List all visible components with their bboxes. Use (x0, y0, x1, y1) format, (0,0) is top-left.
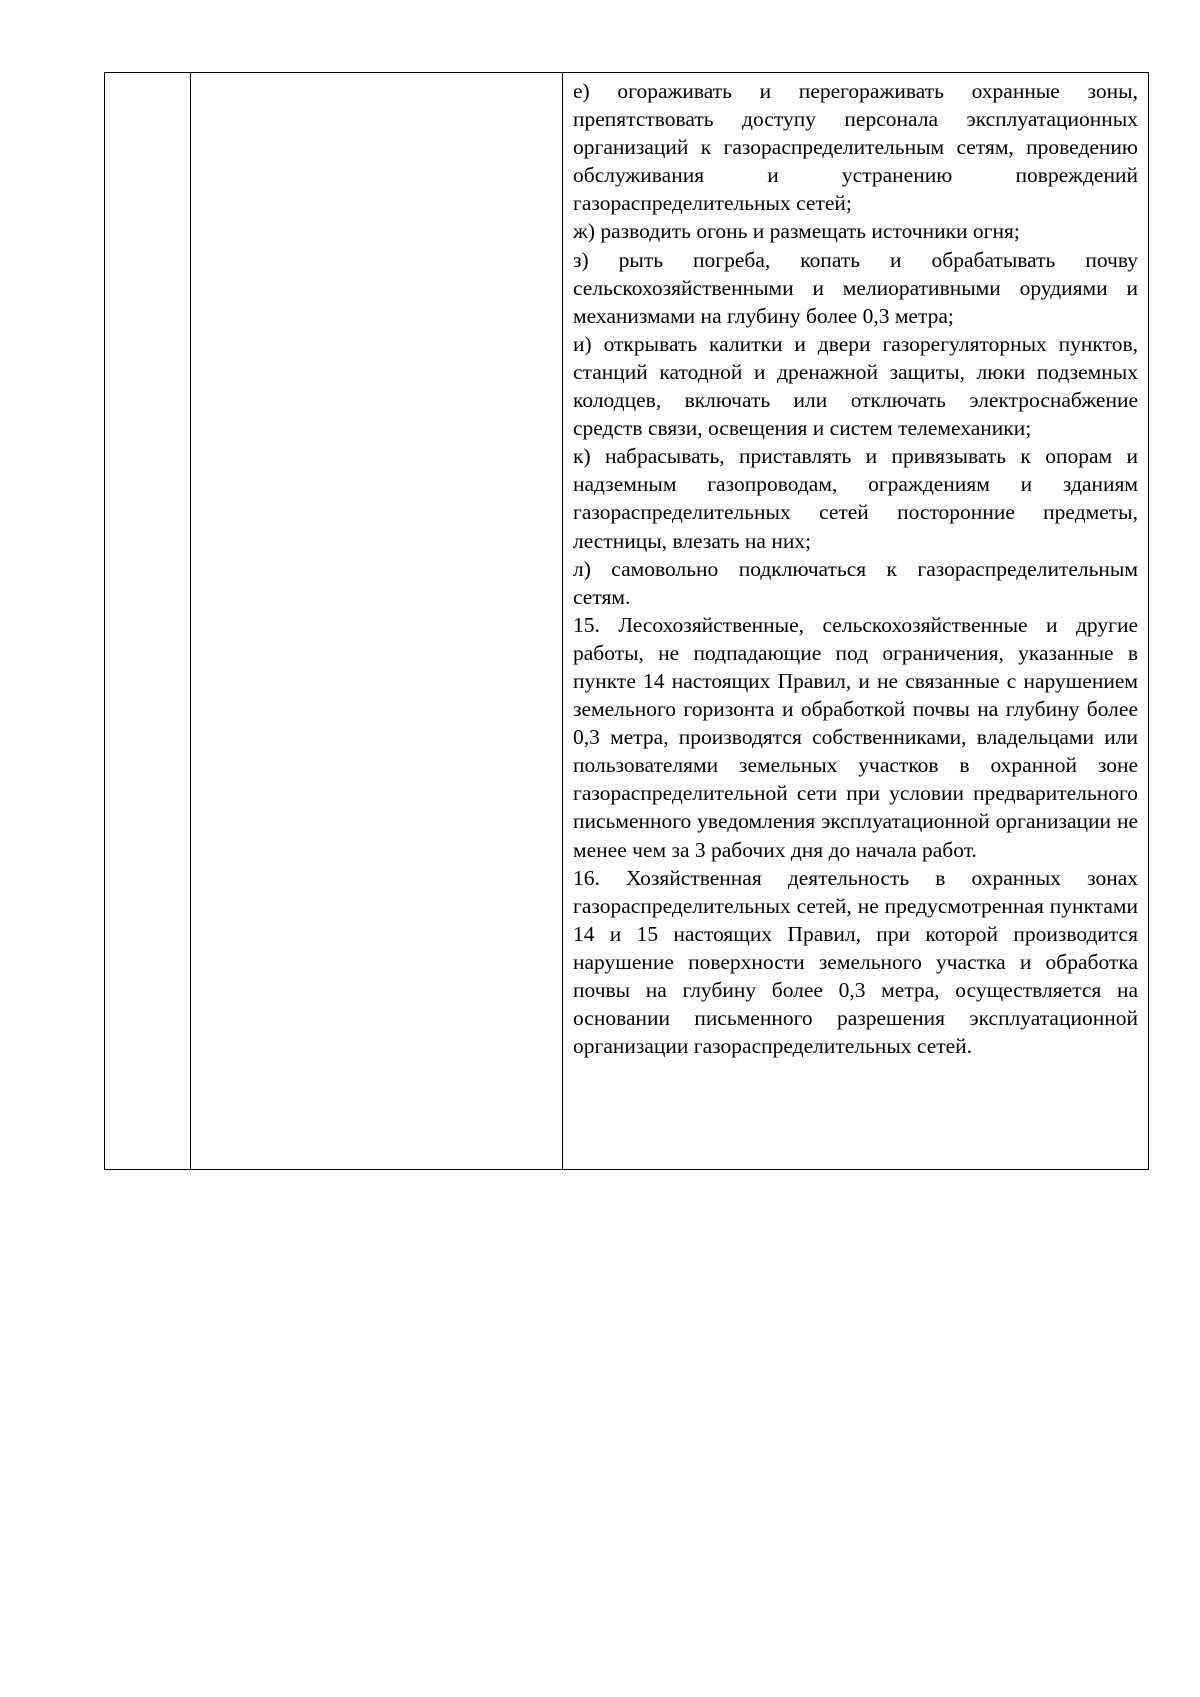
table-cell-number (105, 73, 191, 1169)
paragraph-15: 15. Лесохозяйственные, сельскохозяйственные и другие работы, не подпадающие под ограничения, указанные в пункте 14 настоящих Правил, и не связанные с нарушением земельного горизонта и обработкой почвы на глубину более 0,3 метра, производятся собственниками, владельцами или пользователями земельных участков в охранной зоне газораспределительной сети при условии предварительного письменного уведомления эксплуатационной организации не менее чем за 3 рабочих дня до начала работ. (573, 612, 1138, 862)
table-cell-content (563, 73, 1148, 1169)
paragraph-z: з) рыть погреба, копать и обрабатывать почву сельскохозяйственными и мелиоративными орудиями и механизмами на глубину более 0,3 метра; (573, 247, 1138, 328)
paragraph-l: л) самовольно подключаться к газораспределительным сетям. (573, 556, 1138, 609)
paragraph-zh: ж) разводить огонь и размещать источники огня; (573, 219, 1020, 244)
paragraph-i: и) открывать калитки и двери газорегуляторных пунктов, станций катодной и дренажной защиты, люки подземных колодцев, включать или отключать электроснабжение средств связи, освещения и систем телемеханики; (573, 331, 1138, 441)
paragraph-k: к) набрасывать, приставлять и привязывать к опорам и надземным газопроводам, ограждениям и зданиям газораспределительных сетей посторонние предметы, лестницы, влезать на них; (573, 444, 1138, 553)
table-cell-title (191, 73, 563, 1169)
paragraph-e: е) огораживать и перегораживать охранные зоны, препятствовать доступу персонала эксплуатационных организаций к газораспределительным сетям, проведению обслуживания и устранению повреждений газораспределительных сетей; (573, 79, 1138, 216)
paragraph-16: 16. Хозяйственная деятельность в охранных зонах газораспределительных сетей, не предусмотренная пунктами 14 и 15 настоящих Правил, при которой производится нарушение поверхности земельного участка и обработка почвы на глубину более 0,3 метра, осуществляется на основании письменного разрешения эксплуатационной организации газораспределительных сетей. (573, 865, 1138, 1059)
document-table (104, 72, 1149, 1170)
